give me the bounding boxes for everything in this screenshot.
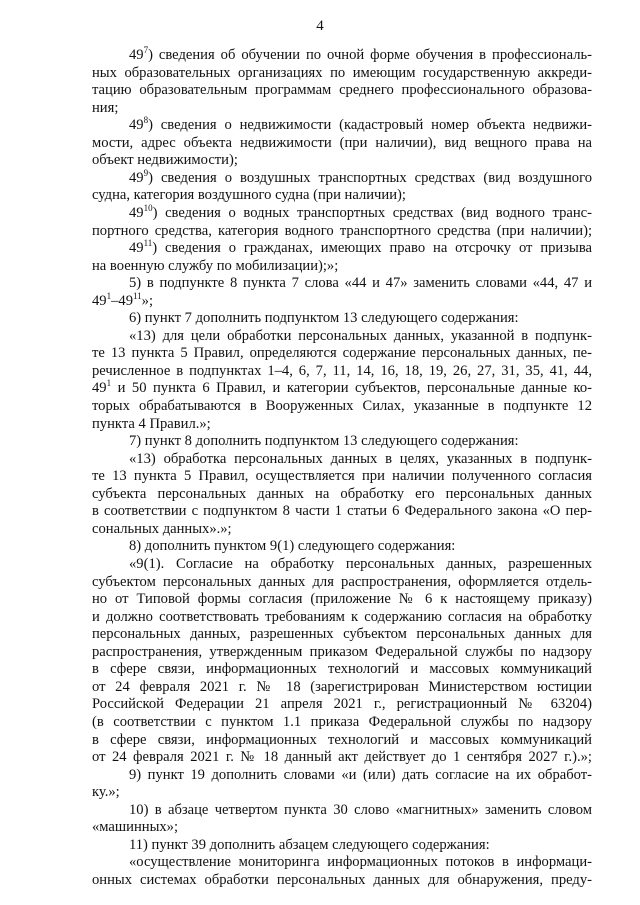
text-line: субъектом персональных данных для распространения, оформляется отдель- (92, 573, 592, 590)
text-line: торых обрабатываются в Вооруженных Силах, указанные в подпункте 12 (92, 398, 592, 414)
text-line: ния; (92, 99, 119, 116)
text-line: $49^9$) сведения о воздушных транспортных средствах (вид воздушного (129, 167, 592, 186)
text-line: ных образовательных организациях по имеющим государственную аккреди- (92, 64, 592, 81)
text-line: 6) пункт 7 дополнить подпунктом 13 следующего содержания: (129, 310, 519, 327)
text-line: ку.»; (92, 784, 120, 801)
text-line: $49^8$) сведения о недвижимости (кадастровый номер объекта недвижи- (129, 115, 592, 134)
text-line: «13) обработка персональных данных в целях, указанных в подпунк- (129, 450, 592, 467)
text-line: портного средства, категория водного транспортного средства (при наличии); (92, 222, 592, 239)
text-line: персональных данных, разрешенных субъектом персональных данных для (92, 626, 592, 643)
text-line: объект недвижимости); (92, 152, 238, 169)
text-line: от 24 февраля 2021 г. № 18 данный акт действует до 1 сентября 2027 г.).»; (92, 749, 592, 765)
text-line: Российской Федерации 21 апреля 2021 г., регистрационный № 63204) (92, 696, 592, 713)
text-line: пункта 4 Правил.»; (92, 415, 211, 432)
text-line: 7) пункт 8 дополнить подпунктом 13 следующего содержания: (129, 433, 519, 450)
text-line: «осуществление мониторинга информационных потоков в информаци- (129, 854, 592, 871)
text-line: речисленное в подпунктах 1–4, 6, 7, 11, 14, 16, 18, 19, 26, 27, 31, 35, 41, 44, (92, 362, 592, 379)
text-line: «машинных»; (92, 819, 179, 836)
text-line: 8) дополнить пунктом 9(1) следующего содержания: (129, 538, 456, 555)
text-line: 9) пункт 19 дополнить словами «и (или) дать согласие на их обработ- (129, 766, 592, 783)
text-line: сональных данных».»; (92, 520, 232, 537)
text-line: на военную службу по мобилизации);»; (92, 257, 339, 274)
text-line: распространения, утвержденным приказом Федеральной службы по надзору (92, 643, 592, 660)
text-line: и должно соответствовать требованиям к содержанию согласия на обработку (92, 608, 592, 625)
text-line: в сфере связи, информационных технологий и массовых коммуникаций (92, 731, 592, 748)
text-line: мости, адрес объекта недвижимости (при наличии), вид вещного права на (92, 134, 592, 151)
text-line: в соответствии с подпунктом 8 части 1 статьи 6 Федерального закона «О пер- (92, 503, 592, 520)
text-line: 11) пункт 39 дополнить абзацем следующего содержания: (129, 836, 490, 853)
text-line: $49^1-49^{11}$»; (92, 290, 154, 309)
text-line: «13) для цели обработки персональных данных, указанной в подпунк- (129, 327, 592, 344)
text-line: $49^{11}$) сведения о гражданах, имеющих право на отсрочку от призыва (129, 238, 592, 257)
text-line: 10) в абзаце четвертом пункта 30 слово «магнитных» заменить словом (129, 801, 592, 818)
text-line: $49^7$) сведения об обучении по очной форме обучения в профессиональ- (129, 45, 592, 63)
text-line: онных системах обработки персональных данных для обнаружения, преду- (92, 871, 592, 888)
text-line: субъекта персональных данных на обработку его персональных данных (92, 485, 592, 502)
text-line: 5) в подпункте 8 пункта 7 слова «44 и 47» заменить словами «44, 47 и (129, 275, 592, 292)
text-line: (в соответствии с пунктом 1.1 приказа Федеральной службы по надзору (92, 713, 592, 730)
text-line: $49^{10}$) сведения о водных транспортных средствах (вид водного транс- (129, 203, 592, 221)
text-line: судна, категория воздушного судна (при наличии); (92, 187, 406, 204)
text-line: тацию образовательным программам среднего профессионального образова- (92, 82, 592, 99)
text-line: от 24 февраля 2021 г. № 18 (зарегистрирован Министерством юстиции (92, 678, 592, 695)
text-line: те 13 пункта 5 Правил, определяются содержание персональных данных, пе- (92, 345, 592, 362)
text-line: «9(1). Согласие на обработку персональных данных, разрешенных (129, 556, 592, 572)
text-line: в сфере связи, информационных технологий и массовых коммуникаций (92, 661, 592, 678)
text-line: но от Типовой формы согласия (приложение № 6 к настоящему приказу) (92, 591, 592, 608)
text-line: те 13 пункта 5 Правил, осуществляется при наличии полученного согласия (92, 468, 592, 485)
page-number: 4 (316, 18, 324, 34)
text-line: $49^1$ и 50 пункта 6 Правил, и категории субъектов, персональные данные ко- (92, 378, 592, 397)
